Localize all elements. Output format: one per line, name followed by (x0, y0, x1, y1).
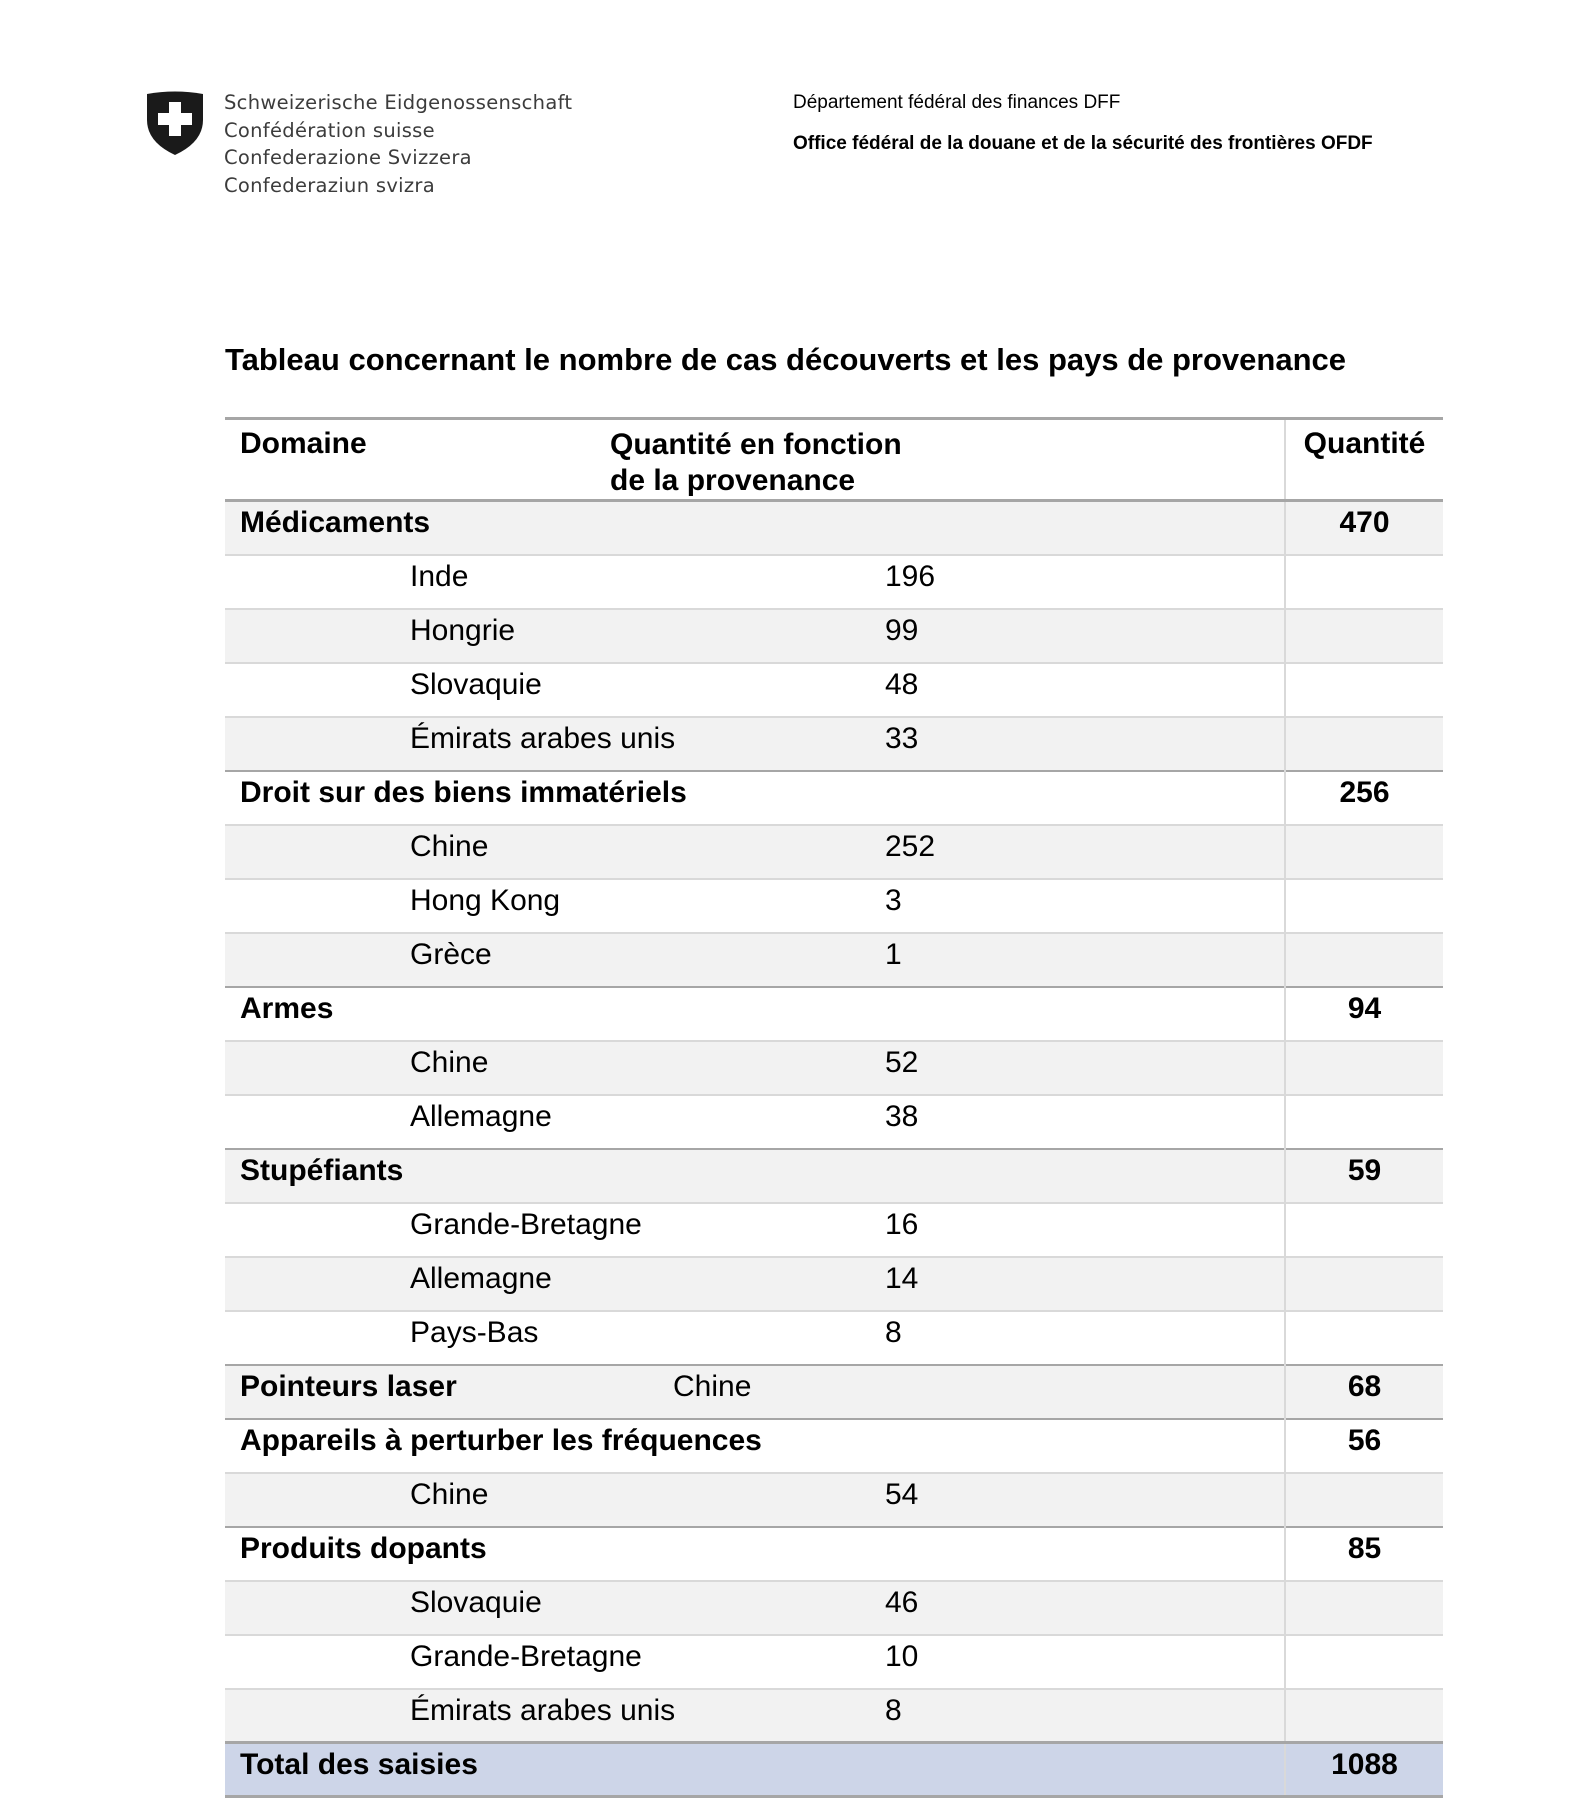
country-name: Slovaquie (410, 667, 542, 701)
country-row (225, 879, 1443, 933)
total-value: 1088 (1285, 1743, 1443, 1797)
column-header-domain: Domaine (225, 419, 610, 501)
category-total: 85 (1285, 1527, 1443, 1581)
confederation-line-it: Confederazione Svizzera (224, 146, 472, 169)
country-name: Grande-Bretagne (410, 1207, 642, 1241)
confederation-line-rm: Confederaziun svizra (224, 173, 435, 197)
country-cell (225, 1311, 1285, 1365)
country-cell (225, 879, 1285, 933)
country-row (225, 933, 1443, 987)
country-row (225, 1041, 1443, 1095)
country-value: 10 (885, 1639, 919, 1673)
country-name: Hongrie (410, 613, 516, 647)
country-row (225, 1311, 1443, 1365)
empty-quantity-cell (1285, 717, 1443, 771)
country-row (225, 609, 1443, 663)
category-total: 59 (1285, 1149, 1443, 1203)
category-total: 94 (1285, 987, 1443, 1041)
category-name: Appareils à perturber les fréquences (225, 1419, 1285, 1473)
category-row (225, 1419, 1443, 1473)
office-name: Office fédéral de la douane et de la sécurité des frontières OFDF (793, 133, 1373, 154)
country-row (225, 1689, 1443, 1743)
total-label: Total des saisies (225, 1743, 1285, 1797)
country-value: 52 (885, 1045, 919, 1079)
country-name: Allemagne (410, 1261, 552, 1295)
country-name: Chine (410, 829, 489, 863)
category-row (225, 987, 1443, 1041)
category-row (225, 501, 1443, 555)
category-total: 56 (1285, 1419, 1443, 1473)
country-name: Grande-Bretagne (410, 1639, 642, 1673)
confederation-line-fr: Confédération suisse (224, 118, 435, 142)
column-header-by-origin (610, 419, 1285, 501)
country-name: Émirats arabes unis (410, 1693, 676, 1727)
category-name: Stupéfiants (225, 1149, 1285, 1203)
country-row (225, 717, 1443, 771)
country-name: Émirats arabes unis (410, 721, 676, 755)
table-header-row (225, 419, 1443, 501)
empty-quantity-cell (1285, 1635, 1443, 1689)
category-row (225, 1527, 1443, 1581)
country-value: 14 (885, 1261, 919, 1295)
empty-quantity-cell (1285, 1257, 1443, 1311)
country-name: Pays-Bas (410, 1315, 539, 1349)
country-row (225, 663, 1443, 717)
confederation-line-de: Schweizerische Eidgenossenschaft (224, 91, 573, 114)
category-row (225, 1365, 1443, 1419)
country-value: 8 (885, 1315, 902, 1349)
country-cell (225, 1041, 1285, 1095)
empty-quantity-cell (1285, 1203, 1443, 1257)
category-name: Produits dopants (225, 1527, 1285, 1581)
column-header-quantity: Quantité (1285, 419, 1443, 501)
category-row (225, 771, 1443, 825)
department-name: Département fédéral des finances DFF (793, 92, 1121, 113)
country-row (225, 555, 1443, 609)
empty-quantity-cell (1285, 663, 1443, 717)
country-value: 252 (885, 829, 936, 863)
country-cell (225, 1473, 1285, 1527)
country-value: 33 (885, 721, 919, 755)
country-name: Chine (410, 1477, 489, 1511)
country-name: Inde (410, 559, 469, 593)
category-total: 68 (1285, 1365, 1443, 1419)
country-row (225, 1581, 1443, 1635)
country-row (225, 1257, 1443, 1311)
country-cell (225, 1635, 1285, 1689)
country-value: 48 (885, 667, 919, 701)
category-row (225, 1149, 1443, 1203)
country-value: 46 (885, 1585, 919, 1619)
country-row (225, 1095, 1443, 1149)
category-total: 470 (1285, 501, 1443, 555)
country-cell (225, 1581, 1285, 1635)
category-inline-country: Chine (610, 1365, 1285, 1419)
country-value: 54 (885, 1477, 919, 1511)
country-name: Slovaquie (410, 1585, 542, 1619)
empty-quantity-cell (1285, 555, 1443, 609)
country-value: 38 (885, 1099, 919, 1133)
country-cell (225, 609, 1285, 663)
category-name: Droit sur des biens immatériels (225, 771, 1285, 825)
total-row (225, 1743, 1443, 1797)
empty-quantity-cell (1285, 609, 1443, 663)
country-name: Allemagne (410, 1099, 552, 1133)
country-cell (225, 1257, 1285, 1311)
country-value: 99 (885, 613, 919, 647)
swiss-cross-shield-icon (145, 90, 205, 156)
country-cell (225, 1203, 1285, 1257)
confederation-names (224, 89, 572, 199)
seizures-table (225, 417, 1443, 1798)
country-name: Grèce (410, 937, 492, 971)
country-value: 16 (885, 1207, 919, 1241)
empty-quantity-cell (1285, 825, 1443, 879)
country-cell (225, 663, 1285, 717)
empty-quantity-cell (1285, 933, 1443, 987)
country-cell (225, 555, 1285, 609)
category-total: 256 (1285, 771, 1443, 825)
country-cell (225, 1689, 1285, 1743)
empty-quantity-cell (1285, 1581, 1443, 1635)
country-value: 3 (885, 883, 902, 917)
country-row (225, 1473, 1443, 1527)
country-row (225, 1203, 1443, 1257)
country-value: 1 (885, 937, 902, 971)
country-cell (225, 933, 1285, 987)
empty-quantity-cell (1285, 1041, 1443, 1095)
country-value: 196 (885, 559, 936, 593)
empty-quantity-cell (1285, 1473, 1443, 1527)
country-cell (225, 1095, 1285, 1149)
country-cell (225, 825, 1285, 879)
document-title: Tableau concernant le nombre de cas découverts et les pays de provenance (225, 342, 1347, 377)
country-name: Hong Kong (410, 883, 561, 917)
table-body (225, 501, 1443, 1797)
column-header-by-origin-label: Quantité en fonction de la provenance (610, 428, 902, 497)
country-value: 8 (885, 1693, 902, 1727)
empty-quantity-cell (1285, 879, 1443, 933)
category-name: Armes (225, 987, 1285, 1041)
category-name: Médicaments (225, 501, 1285, 555)
country-row (225, 1635, 1443, 1689)
country-name: Chine (410, 1045, 489, 1079)
empty-quantity-cell (1285, 1311, 1443, 1365)
empty-quantity-cell (1285, 1689, 1443, 1743)
country-row (225, 825, 1443, 879)
country-cell (225, 717, 1285, 771)
category-name: Pointeurs laser (225, 1365, 610, 1419)
empty-quantity-cell (1285, 1095, 1443, 1149)
